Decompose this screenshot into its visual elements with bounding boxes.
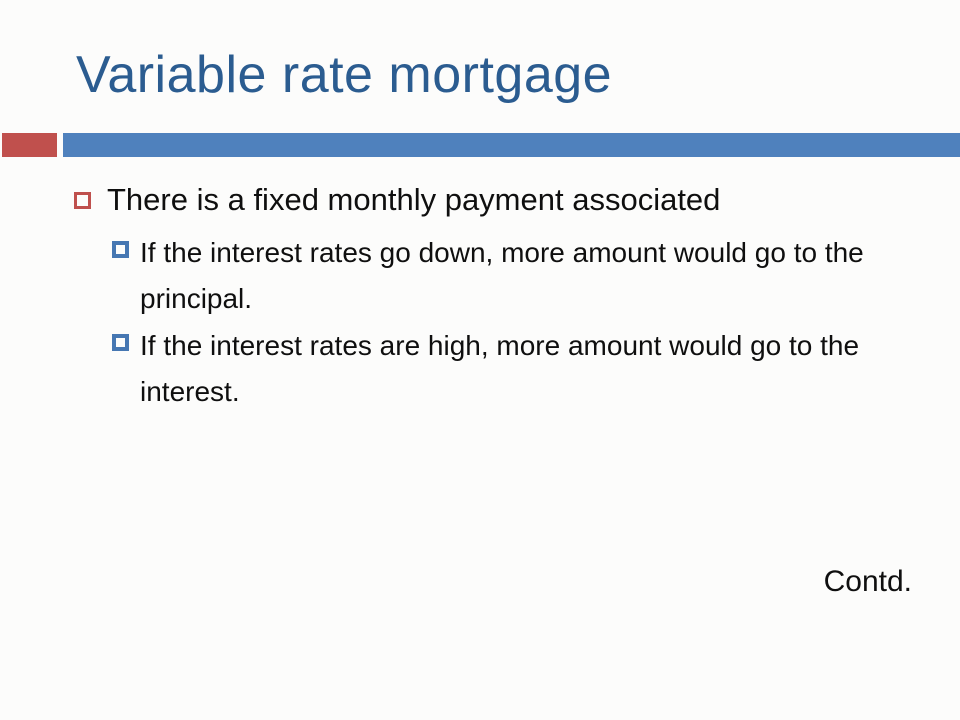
bullet-text: There is a fixed monthly payment associated xyxy=(107,182,721,217)
accent-red-bar xyxy=(2,133,57,157)
sub-bullet-item-2 xyxy=(112,323,920,415)
bullet-item-1 xyxy=(74,180,720,220)
sub-bullet-text: If the interest rates are high, more amount would go to the interest. xyxy=(140,330,860,407)
accent-blue-bar xyxy=(63,133,960,157)
sub-bullet-item-1 xyxy=(112,230,920,322)
slide-title: Variable rate mortgage xyxy=(76,46,613,104)
red-square-bullet-icon xyxy=(74,192,91,209)
continuation-label: Contd. xyxy=(823,565,912,598)
title-underline-bars xyxy=(0,133,960,157)
blue-square-bullet-icon xyxy=(112,241,129,258)
blue-square-bullet-icon xyxy=(112,334,129,351)
sub-bullet-text: If the interest rates go down, more amount would go to the principal. xyxy=(140,237,864,314)
